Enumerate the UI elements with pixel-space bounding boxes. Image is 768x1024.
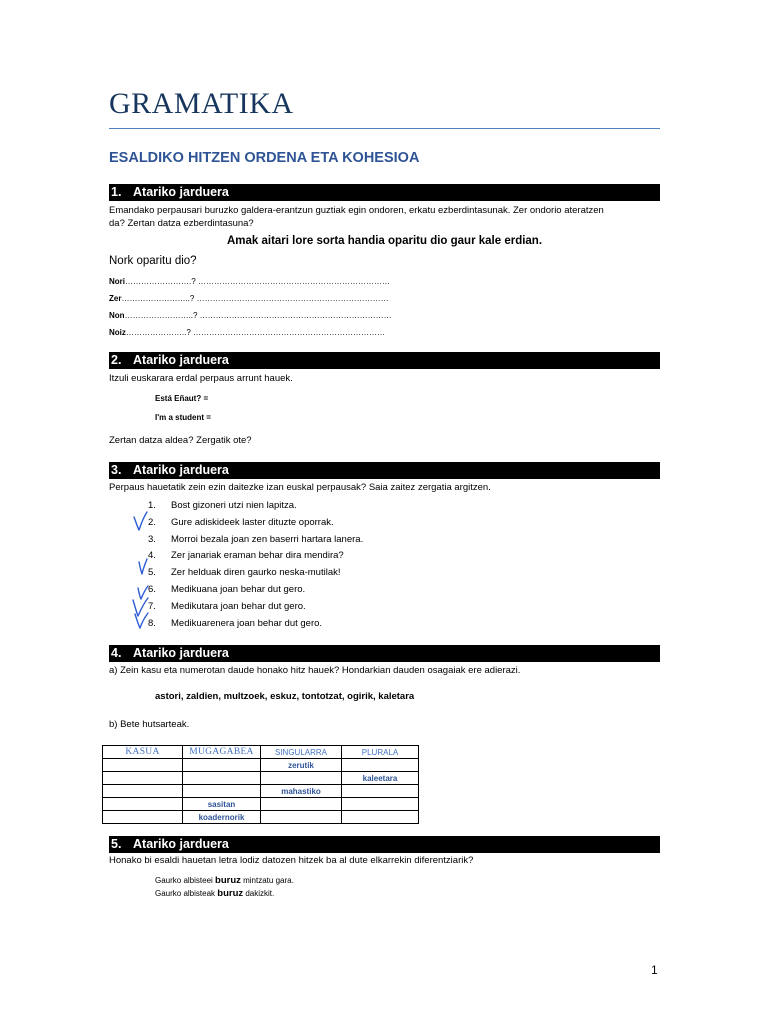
table-row: [103, 785, 419, 798]
list-item-text: Zer janariak eraman behar dira mendira?: [171, 550, 344, 561]
answer-line-dots: …………………..? ………………………………………………………………: [125, 328, 386, 337]
table-cell[interactable]: [103, 772, 183, 785]
table-row: [103, 759, 419, 772]
list-item-text: Gure adiskideek laster dituzte oporrak.: [171, 517, 334, 528]
list-item-text: Medikuana joan behar dut gero.: [171, 584, 306, 595]
example-text: mintzatu gara.: [240, 876, 294, 885]
section-1-intro-line-1: Emandako perpausari buruzko galdera-erantzun guztiak egin ondoren, erkatu ezberdintasunak. Zer ondorio ateratzen: [109, 205, 604, 216]
page-subtitle: ESALDIKO HITZEN ORDENA ETA KOHESIOA: [109, 150, 420, 166]
answer-line-word: Nori: [109, 277, 125, 286]
list-item-text: Zer helduak diren gaurko neska-mutilak!: [171, 567, 341, 578]
page-number: 1: [651, 963, 658, 977]
list-item-number: 1.: [148, 500, 156, 511]
table-cell[interactable]: [103, 759, 183, 772]
section-3-heading: Atariko jarduera: [133, 463, 229, 477]
list-item-number: 4.: [148, 550, 156, 561]
table-header-cell: SINGULARRA: [261, 746, 342, 759]
table-cell[interactable]: [183, 772, 261, 785]
answer-line: [109, 276, 390, 287]
translate-line-2: I'm a student =: [155, 413, 211, 422]
section-3-intro: Perpaus hauetatik zein ezin daitezke izan euskal perpausak? Saia zaitez zergatia argitzen.: [109, 482, 491, 493]
answer-line-word: Non: [109, 311, 125, 320]
example-text: Gaurko albisteei: [155, 876, 216, 885]
section-1-heading: Atariko jarduera: [133, 185, 229, 199]
section-4-words: astori, zaldien, multzoek, eskuz, tontotzat, ogirik, kaletara: [155, 691, 415, 702]
section-2-question: Zertan datza aldea? Zergatik ote?: [109, 435, 252, 446]
section-5-example-1: [155, 875, 294, 886]
table-cell[interactable]: [103, 785, 183, 798]
section-4-heading: Atariko jarduera: [133, 646, 229, 660]
list-item-number: 6.: [148, 584, 156, 595]
list-item-text: Medikuarenera joan behar dut gero.: [171, 618, 323, 629]
answer-line-dots: ……………………..? ………………………………………………………………: [124, 311, 392, 320]
case-table: [102, 745, 419, 824]
list-item: [148, 534, 363, 545]
section-5-number: 5.: [111, 837, 122, 851]
section-2-heading: Atariko jarduera: [133, 353, 229, 367]
answer-line-word: Noiz: [109, 328, 126, 337]
example-bold-word: buruz: [217, 888, 244, 899]
table-cell[interactable]: [342, 759, 419, 772]
answer-line-dots: ……………………..? ………………………………………………………………: [121, 294, 389, 303]
table-cell[interactable]: [342, 785, 419, 798]
title-divider: [109, 128, 660, 129]
answer-line: [109, 293, 389, 304]
table-row: [103, 811, 419, 824]
check-icon: [135, 613, 148, 628]
list-item: [148, 550, 344, 561]
table-header-row: [103, 746, 419, 759]
check-icon: [134, 512, 147, 530]
example-text: Gaurko albisteak: [155, 889, 218, 898]
section-3-header: [109, 462, 660, 479]
handwritten-checkmarks: [128, 510, 150, 636]
example-bold-word: buruz: [215, 875, 241, 886]
section-4-number: 4.: [111, 646, 122, 660]
table-cell[interactable]: [342, 798, 419, 811]
section-1-header: [109, 184, 660, 201]
page-title: GRAMATIKA: [109, 87, 294, 120]
list-item-text: Medikutara joan behar dut gero.: [171, 601, 306, 612]
section-2-intro: Itzuli euskarara erdal perpaus arrunt hauek.: [109, 373, 293, 384]
list-item: [148, 601, 306, 612]
list-item-number: 7.: [148, 601, 156, 612]
list-item-text: Bost gizoneri utzi nien lapitza.: [171, 500, 297, 511]
check-icon: [139, 559, 147, 574]
list-item: [148, 584, 305, 595]
section-2-header: [109, 352, 660, 369]
answer-line: [109, 310, 392, 321]
table-cell[interactable]: [261, 798, 342, 811]
section-3-number: 3.: [111, 463, 122, 477]
translate-line-1: Está Eñaut? =: [155, 394, 209, 403]
table-row: [103, 798, 419, 811]
table-header-cell: KASUA: [103, 746, 183, 759]
list-item: [148, 517, 334, 528]
check-icon: [133, 598, 148, 616]
table-cell[interactable]: [261, 772, 342, 785]
section-1-sentence: Amak aitari lore sorta handia oparitu dio gaur kale erdian.: [226, 235, 543, 247]
table-cell: mahastiko: [261, 785, 342, 798]
table-row: [103, 772, 419, 785]
example-text: dakizkit.: [243, 889, 275, 898]
section-5-intro: Honako bi esaldi hauetan letra lodiz datozen hitzek ba al dute elkarrekin diferentziarik?: [109, 855, 474, 866]
list-item-number: 5.: [148, 567, 156, 578]
table-cell: koadernorik: [183, 811, 261, 824]
section-1-intro-line-2: da? Zertan datza ezberdintasuna?: [109, 218, 254, 229]
list-item-number: 2.: [148, 517, 156, 528]
section-4-header: [109, 645, 660, 662]
answer-line: [109, 327, 385, 338]
table-header-cell: PLURALA: [342, 746, 419, 759]
answer-line-dots: …………………….? ………………………………………………………………: [125, 277, 390, 286]
section-5-example-2: [155, 888, 274, 899]
section-1-intro: [109, 204, 669, 230]
answer-line-word: Zer: [109, 294, 122, 303]
table-cell: zerutik: [261, 759, 342, 772]
table-cell[interactable]: [342, 811, 419, 824]
section-4-intro-b: b) Bete hutsarteak.: [109, 719, 190, 730]
table-cell: kaleetara: [342, 772, 419, 785]
section-4-intro-a: a) Zein kasu eta numerotan daude honako hitz hauek? Hondarkian dauden osagaiak ere adierazi.: [109, 665, 521, 676]
section-5-header: [109, 836, 660, 853]
table-cell[interactable]: [183, 759, 261, 772]
table-header-cell: MUGAGABEA: [183, 746, 261, 759]
list-item-text: Morroi bezala joan zen baserri hartara lanera.: [171, 534, 364, 545]
section-1-question: Nork oparitu dio?: [109, 255, 197, 267]
table-cell[interactable]: [261, 811, 342, 824]
check-icon: [138, 586, 148, 599]
list-item: [148, 567, 341, 578]
table-cell[interactable]: [103, 811, 183, 824]
list-item-number: 3.: [148, 534, 156, 545]
section-2-number: 2.: [111, 353, 122, 367]
table-cell[interactable]: [103, 798, 183, 811]
list-item: [148, 618, 322, 629]
list-item: [148, 500, 297, 511]
section-1-number: 1.: [111, 185, 122, 199]
section-5-heading: Atariko jarduera: [133, 837, 229, 851]
table-cell: sasitan: [183, 798, 261, 811]
list-item-number: 8.: [148, 618, 156, 629]
table-cell[interactable]: [183, 785, 261, 798]
